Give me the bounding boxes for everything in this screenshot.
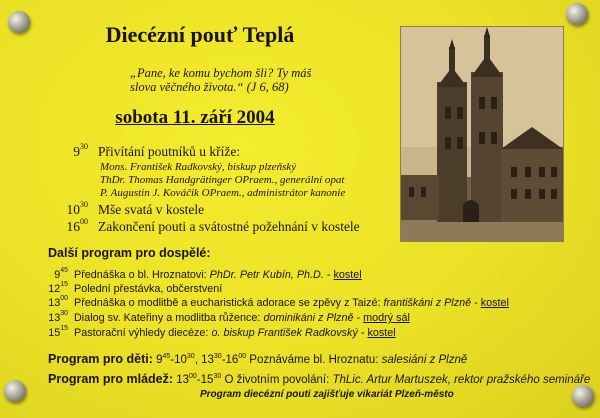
schedule-text: Mše svatá v kostele xyxy=(98,202,205,217)
poster-title: Diecézní pouť Teplá xyxy=(105,22,295,47)
youth-program: Program pro mládež: $13^{00}-15^{30}$ O životním povolání: ThLic. Artur Martuszek, rektor pražského semináře xyxy=(48,372,591,386)
schedule-text: Zakončení pouti a svátostné požehnání v kostele xyxy=(98,219,360,234)
program-time: $13^{30}$ xyxy=(48,310,68,324)
pushpin-bottom-left xyxy=(4,380,26,402)
schedule-text: Přivítání poutníků u kříže: xyxy=(98,144,241,159)
event-date: sobota 11. září 2004 xyxy=(115,107,275,128)
pushpin-top-right xyxy=(566,3,588,25)
adult-section-title: Další program pro dospělé: xyxy=(48,246,211,260)
program-text: Přednáška o modlitbě a eucharistická adorace se zpěvy z Taizé: františkáni z Plzně - kostel xyxy=(74,297,509,309)
quote-line-1: „Pane, ke komu bychom šli? Ty máš xyxy=(130,66,312,80)
program-text: Polední přestávka, občerstvení xyxy=(74,283,223,295)
church-photo xyxy=(400,26,564,242)
welcome-person-2: ThDr. Thomas Handgrätinger OPraem., generální opat xyxy=(100,174,345,186)
church-photo-image xyxy=(401,27,563,241)
schedule-time: $10^{30}$ xyxy=(66,200,88,217)
welcome-person-3: P. Augustin J. Kováčik OPraem., administrátor kanonie xyxy=(100,187,346,199)
schedule-time: $9^{30}$ xyxy=(73,142,88,159)
place-link: modrý sál xyxy=(363,312,410,324)
program-time: $13^{00}$ xyxy=(48,295,68,309)
footer-note: Program diecézní pouti zajišťuje vikariát Plzeň-město xyxy=(200,389,454,400)
pushpin-top-left xyxy=(8,11,30,33)
program-text: Pastorační výhledy diecéze: o. biskup František Radkovský - kostel xyxy=(74,327,396,339)
youth-program-label: Program pro mládež: xyxy=(48,372,174,386)
program-text: Přednáška o bl. Hroznatovi: PhDr. Petr Kubín, Ph.D. - kostel xyxy=(74,269,362,281)
welcome-person-1: Mons. František Radkovský, biskup plzeňský xyxy=(100,161,297,173)
children-program-label: Program pro děti: xyxy=(48,352,153,366)
place-link: kostel xyxy=(480,297,509,309)
program-time: $9^{45}$ xyxy=(54,267,68,281)
program-text: Dialog sv. Kateřiny a modlitba růžence: dominikáni z Plzně - modrý sál xyxy=(74,312,410,324)
children-program: Program pro děti: $9^{45}-10^{30}$, $13^{30}-16^{00}$ Poznáváme bl. Hroznatu: salesiáni z Plzně xyxy=(48,352,468,366)
schedule-time: $16^{00}$ xyxy=(66,217,88,234)
place-link: kostel xyxy=(333,269,362,281)
bible-quote xyxy=(130,66,350,94)
pushpin-bottom-right xyxy=(572,385,594,407)
youth-program-time: $13^{00}-15^{30}$ xyxy=(176,373,222,386)
program-time: $12^{15}$ xyxy=(48,281,68,295)
children-program-time: $9^{45}-10^{30}$, $13^{30}-16^{00}$ xyxy=(156,353,247,366)
quote-line-2: slova věčného života.“ (J 6, 68) xyxy=(130,80,289,94)
program-time: $15^{15}$ xyxy=(48,325,68,339)
place-link: kostel xyxy=(367,327,396,339)
